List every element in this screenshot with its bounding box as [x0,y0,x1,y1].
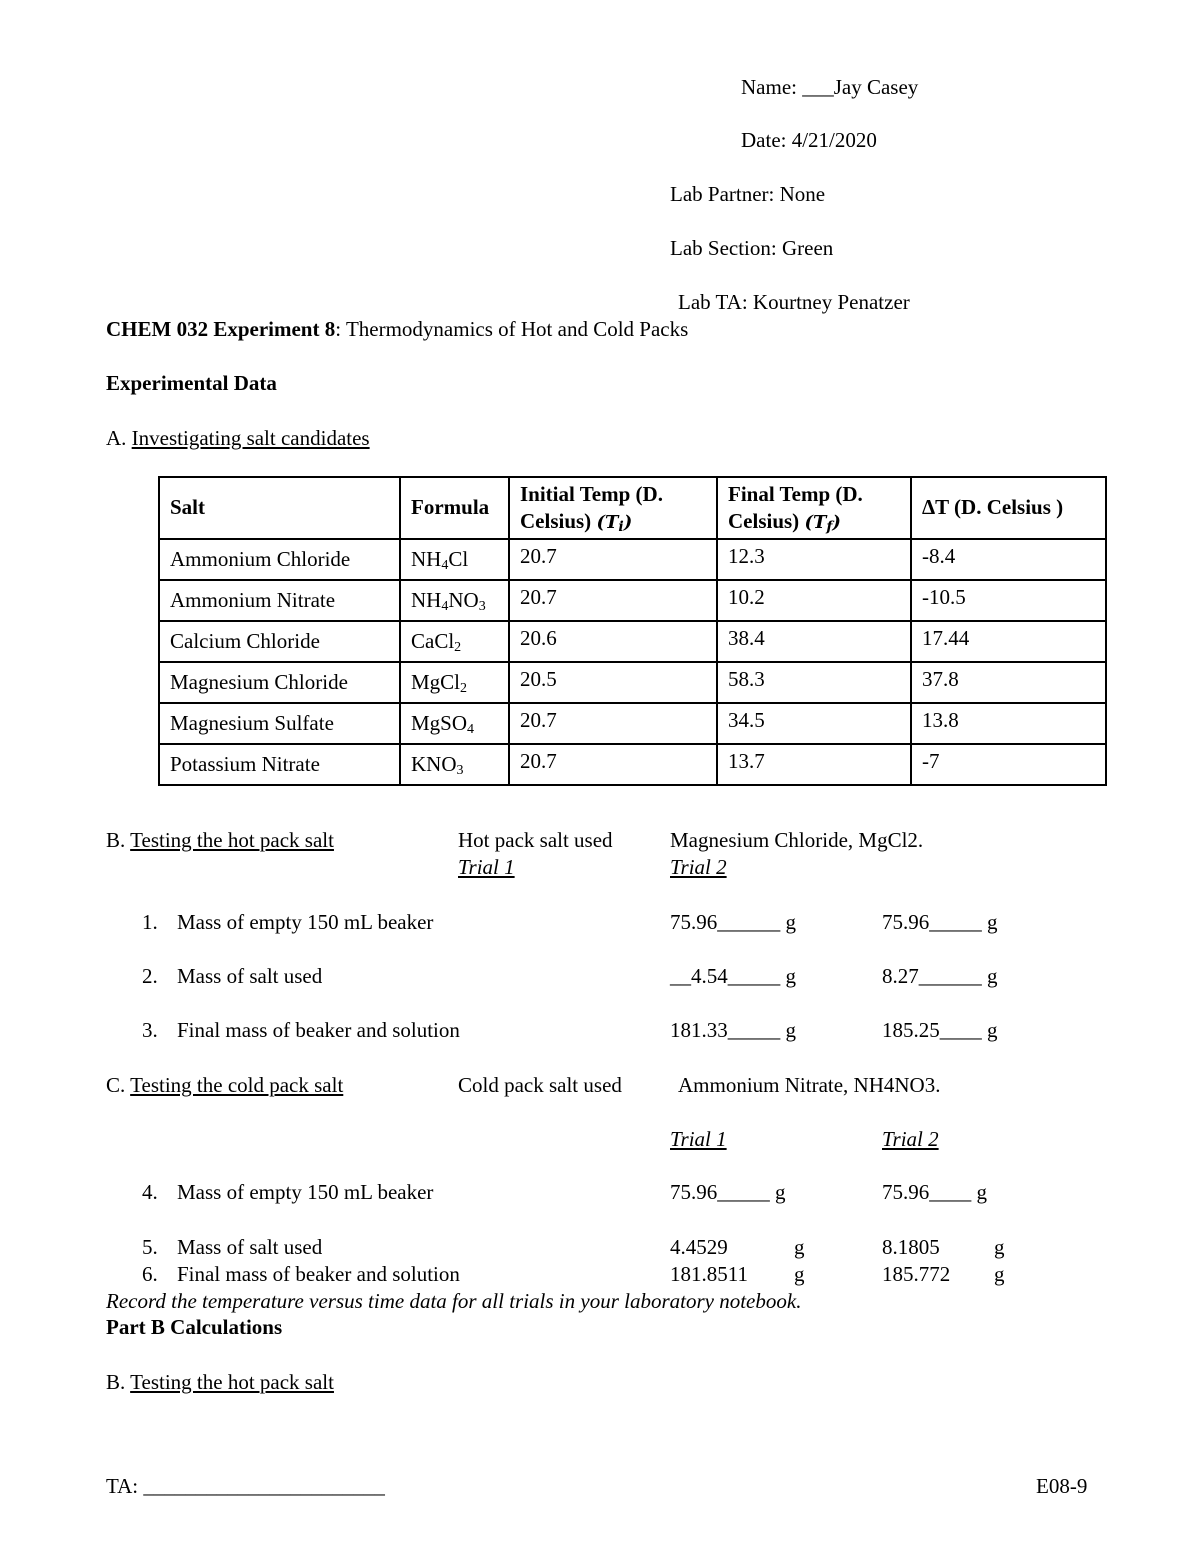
table-row [159,662,1106,703]
item-trial-2: 8.27______ g [882,964,998,988]
section-a-label: Investigating salt candidates [131,426,370,450]
item-label: Final mass of beaker and solution [177,1262,460,1286]
cell-delta: -8.4 [911,539,1106,580]
item-label: Mass of empty 150 mL beaker [177,910,434,934]
cell-final: 13.7 [717,744,911,785]
cell-salt: Calcium Chloride [159,621,400,662]
item-number: 1. [142,910,158,934]
title-bold: CHEM 032 Experiment 8 [106,317,336,341]
item-trial-1: __4.54_____ g [670,964,796,988]
table-row [159,580,1106,621]
item-trial-2: 185.25____ g [882,1018,998,1042]
cell-final: 12.3 [717,539,911,580]
table-header-row [159,477,1106,539]
item-trial-2: 75.96____ g [882,1180,987,1204]
cell-initial: 20.7 [509,703,717,744]
cell-initial: 20.7 [509,744,717,785]
section-b2-prefix: B. [106,1370,131,1394]
item-number: 6. [142,1262,158,1286]
item-label: Mass of salt used [177,964,323,988]
cell-salt: Magnesium Chloride [159,662,400,703]
cold-salt-used-label: Cold pack salt used [458,1073,622,1097]
cold-salt-used-value: Ammonium Nitrate, NH4NO3. [678,1073,941,1097]
cell-formula: $NH_4NO_3$ [400,580,509,621]
salt-table [158,476,1107,786]
section-b2-label: Testing the hot pack salt [130,1370,334,1394]
section-a-heading [106,428,370,449]
section-b-label: Testing the hot pack salt [130,828,334,852]
cell-initial: 20.7 [509,539,717,580]
section-b-heading [106,830,334,851]
cell-formula: $NH_4Cl$ [400,539,509,580]
header-salt: Salt [159,477,400,539]
header-final-temp [717,477,911,539]
cell-initial: 20.7 [509,580,717,621]
item-number: 3. [142,1018,158,1042]
header-initial-symbol: $(T_i)$ [596,512,633,535]
cell-salt: Potassium Nitrate [159,744,400,785]
item-trial-2-unit: g [994,1262,1005,1286]
item-trial-2: 8.1805 [882,1235,940,1259]
cell-delta: -7 [911,744,1106,785]
cell-initial: 20.6 [509,621,717,662]
cell-delta: 37.8 [911,662,1106,703]
hot-salt-used-label: Hot pack salt used [458,828,613,852]
section-b2-heading [106,1372,334,1393]
hot-trial-1-heading: Trial 1 [458,855,515,879]
item-number: 2. [142,964,158,988]
student-name: Name: ___Jay Casey [741,75,919,99]
cell-formula: MgSO$_4$ [400,703,509,744]
header-formula: Formula [400,477,509,539]
section-c-heading [106,1075,343,1096]
item-trial-1: 181.8511 [670,1262,748,1286]
hot-trial-2-heading: Trial 2 [670,855,727,879]
cell-salt: Ammonium Nitrate [159,580,400,621]
item-label: Mass of salt used [177,1235,323,1259]
lab-partner: Lab Partner: None [670,182,826,206]
header-final-symbol: $(T_f)$ [804,512,841,535]
item-trial-2: 185.772 [882,1262,951,1286]
item-trial-2: 75.96_____ g [882,910,998,934]
table-row [159,703,1106,744]
cell-final: 10.2 [717,580,911,621]
cell-delta: 17.44 [911,621,1106,662]
table-row [159,621,1106,662]
cell-salt: Magnesium Sulfate [159,703,400,744]
cell-final: 58.3 [717,662,911,703]
header-initial-label: Initial Temp (D. Celsius) [520,481,663,533]
item-trial-1-unit: g [794,1235,805,1259]
header-delta-t: ΔT (D. Celsius ) [911,477,1106,539]
title-rest: : Thermodynamics of Hot and Cold Packs [335,317,689,341]
section-c-label: Testing the cold pack salt [130,1073,344,1097]
hot-salt-used-value: Magnesium Chloride, MgCl2. [670,828,924,852]
page-title [106,319,688,340]
cold-trial-1-heading: Trial 1 [670,1127,727,1151]
cell-final: 38.4 [717,621,911,662]
part-b-calculations-heading: Part B Calculations [106,1315,283,1339]
cell-final: 34.5 [717,703,911,744]
cold-trial-2-heading: Trial 2 [882,1127,939,1151]
item-trial-1: 75.96_____ g [670,1180,786,1204]
item-trial-1: 75.96______ g [670,910,796,934]
cell-formula: MgCl$_2$ [400,662,509,703]
item-label: Final mass of beaker and solution [177,1018,460,1042]
experimental-data-heading: Experimental Data [106,371,277,395]
section-c-prefix: C. [106,1073,131,1097]
item-label: Mass of empty 150 mL beaker [177,1180,434,1204]
table-row [159,539,1106,580]
item-trial-1: 181.33_____ g [670,1018,796,1042]
header-final-label: Final Temp (D. Celsius) [728,481,863,533]
cell-formula: $KNO_3$ [400,744,509,785]
cell-initial: 20.5 [509,662,717,703]
lab-section: Lab Section: Green [670,236,834,260]
lab-ta: Lab TA: Kourtney Penatzer [678,290,910,314]
section-b-prefix: B. [106,828,131,852]
section-a-prefix: A. [106,426,132,450]
record-note: Record the temperature versus time data for all trials in your laboratory notebook. [106,1289,802,1313]
table-row [159,744,1106,785]
item-number: 4. [142,1180,158,1204]
date: Date: 4/21/2020 [741,128,877,152]
cell-salt: Ammonium Chloride [159,539,400,580]
cell-formula: CaCl$_2$ [400,621,509,662]
cell-delta: -10.5 [911,580,1106,621]
item-trial-2-unit: g [994,1235,1005,1259]
item-number: 5. [142,1235,158,1259]
cell-delta: 13.8 [911,703,1106,744]
header-initial-temp [509,477,717,539]
page-number: E08-9 [1036,1474,1088,1498]
footer-ta: TA: _______________________ [106,1474,385,1498]
item-trial-1-unit: g [794,1262,805,1286]
item-trial-1: 4.4529 [670,1235,728,1259]
